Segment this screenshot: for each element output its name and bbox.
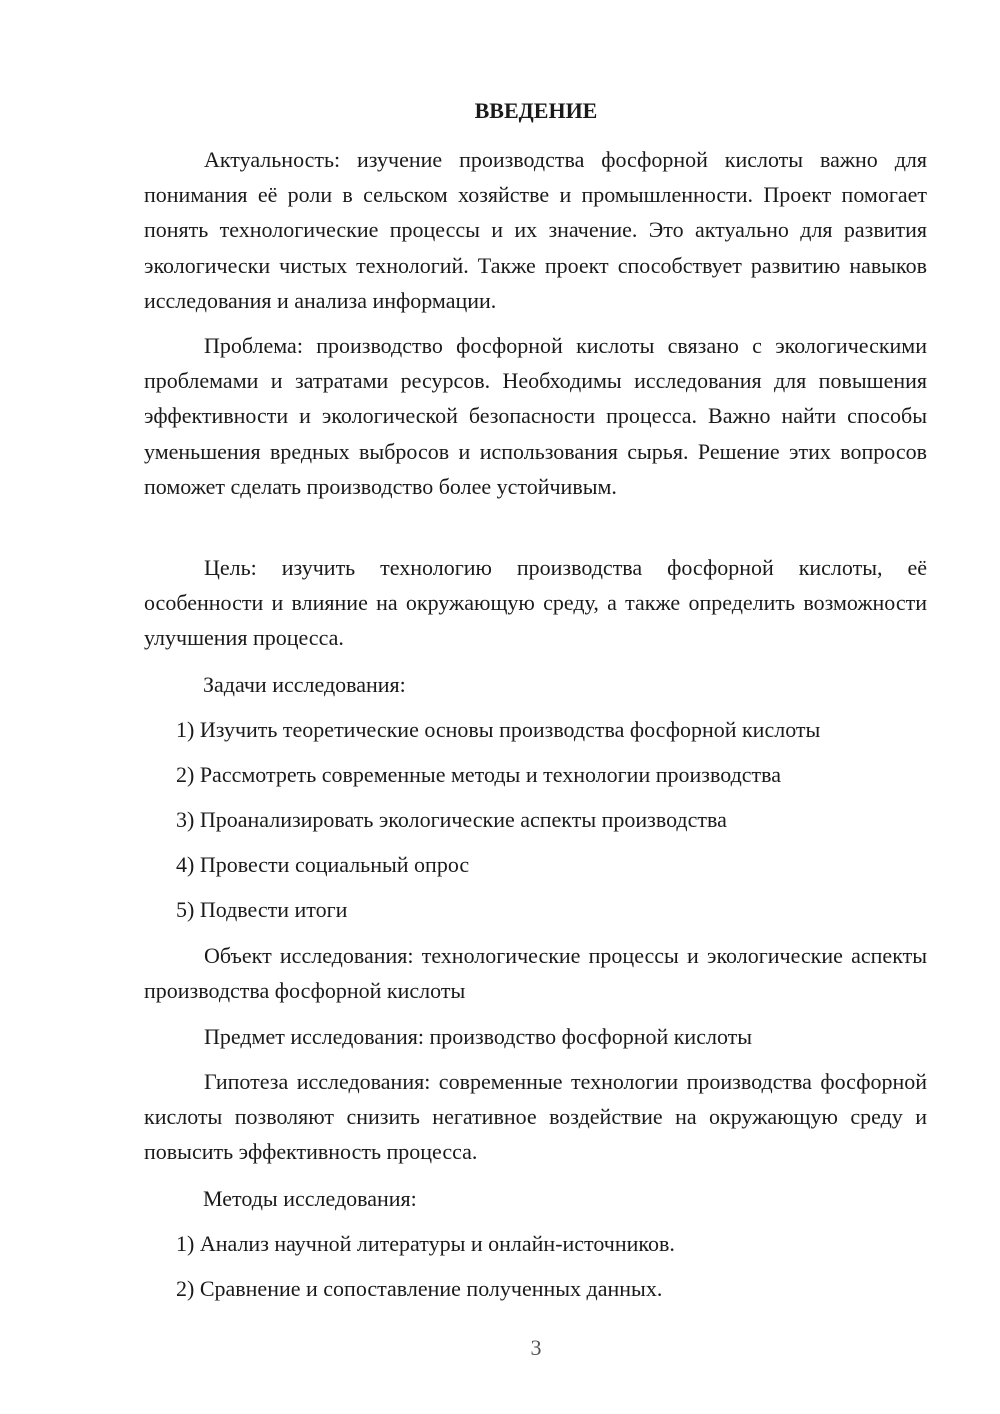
task-item: 3) Проанализировать экологические аспекты производства [176,807,727,832]
goal-paragraph: Цель: изучить технологию производства фосфорной кислоты, её особенности и влияние на окружающую среду, а также определить возможности улучшения процесса. [144,555,927,651]
relevance-paragraph: Актуальность: изучение производства фосфорной кислоты важно для понимания её роли в сельском хозяйстве и промышленности. Проект помогает понять технологические процессы и их значение. Это актуально для развития экологически чистых технологий. Также проект способствует развитию навыков исследования и анализа информации. [144,147,927,313]
problem-paragraph: Проблема: производство фосфорной кислоты связано с экологическими проблемами и затратами ресурсов. Необходимы исследования для повышения эффективности и экологической безопасности процесса. Важно найти способы уменьшения вредных выбросов и использования сырья. Решение этих вопросов поможет сделать производство более устойчивым. [144,333,927,499]
task-item: 5) Подвести итоги [176,897,348,922]
methods-heading: Методы исследования: [203,1186,417,1211]
task-item: 2) Рассмотреть современные методы и технологии производства [176,762,781,787]
hypothesis-paragraph: Гипотеза исследования: современные технологии производства фосфорной кислоты позволяют снизить негативное воздействие на окружающую среду и повысить эффективность процесса. [144,1069,927,1165]
subject-paragraph: Предмет исследования: производство фосфорной кислоты [204,1024,753,1049]
tasks-heading: Задачи исследования: [203,672,406,697]
page-title: ВВЕДЕНИЕ [474,98,598,123]
task-item: 1) Изучить теоретические основы производства фосфорной кислоты [176,717,821,742]
method-item: 1) Анализ научной литературы и онлайн-источников. [176,1231,675,1256]
object-paragraph: Объект исследования: технологические процессы и экологические аспекты производства фосфорной кислоты [144,943,927,1004]
page-number: 3 [530,1335,542,1360]
method-item: 2) Сравнение и сопоставление полученных данных. [176,1276,663,1301]
task-item: 4) Провести социальный опрос [176,852,470,877]
